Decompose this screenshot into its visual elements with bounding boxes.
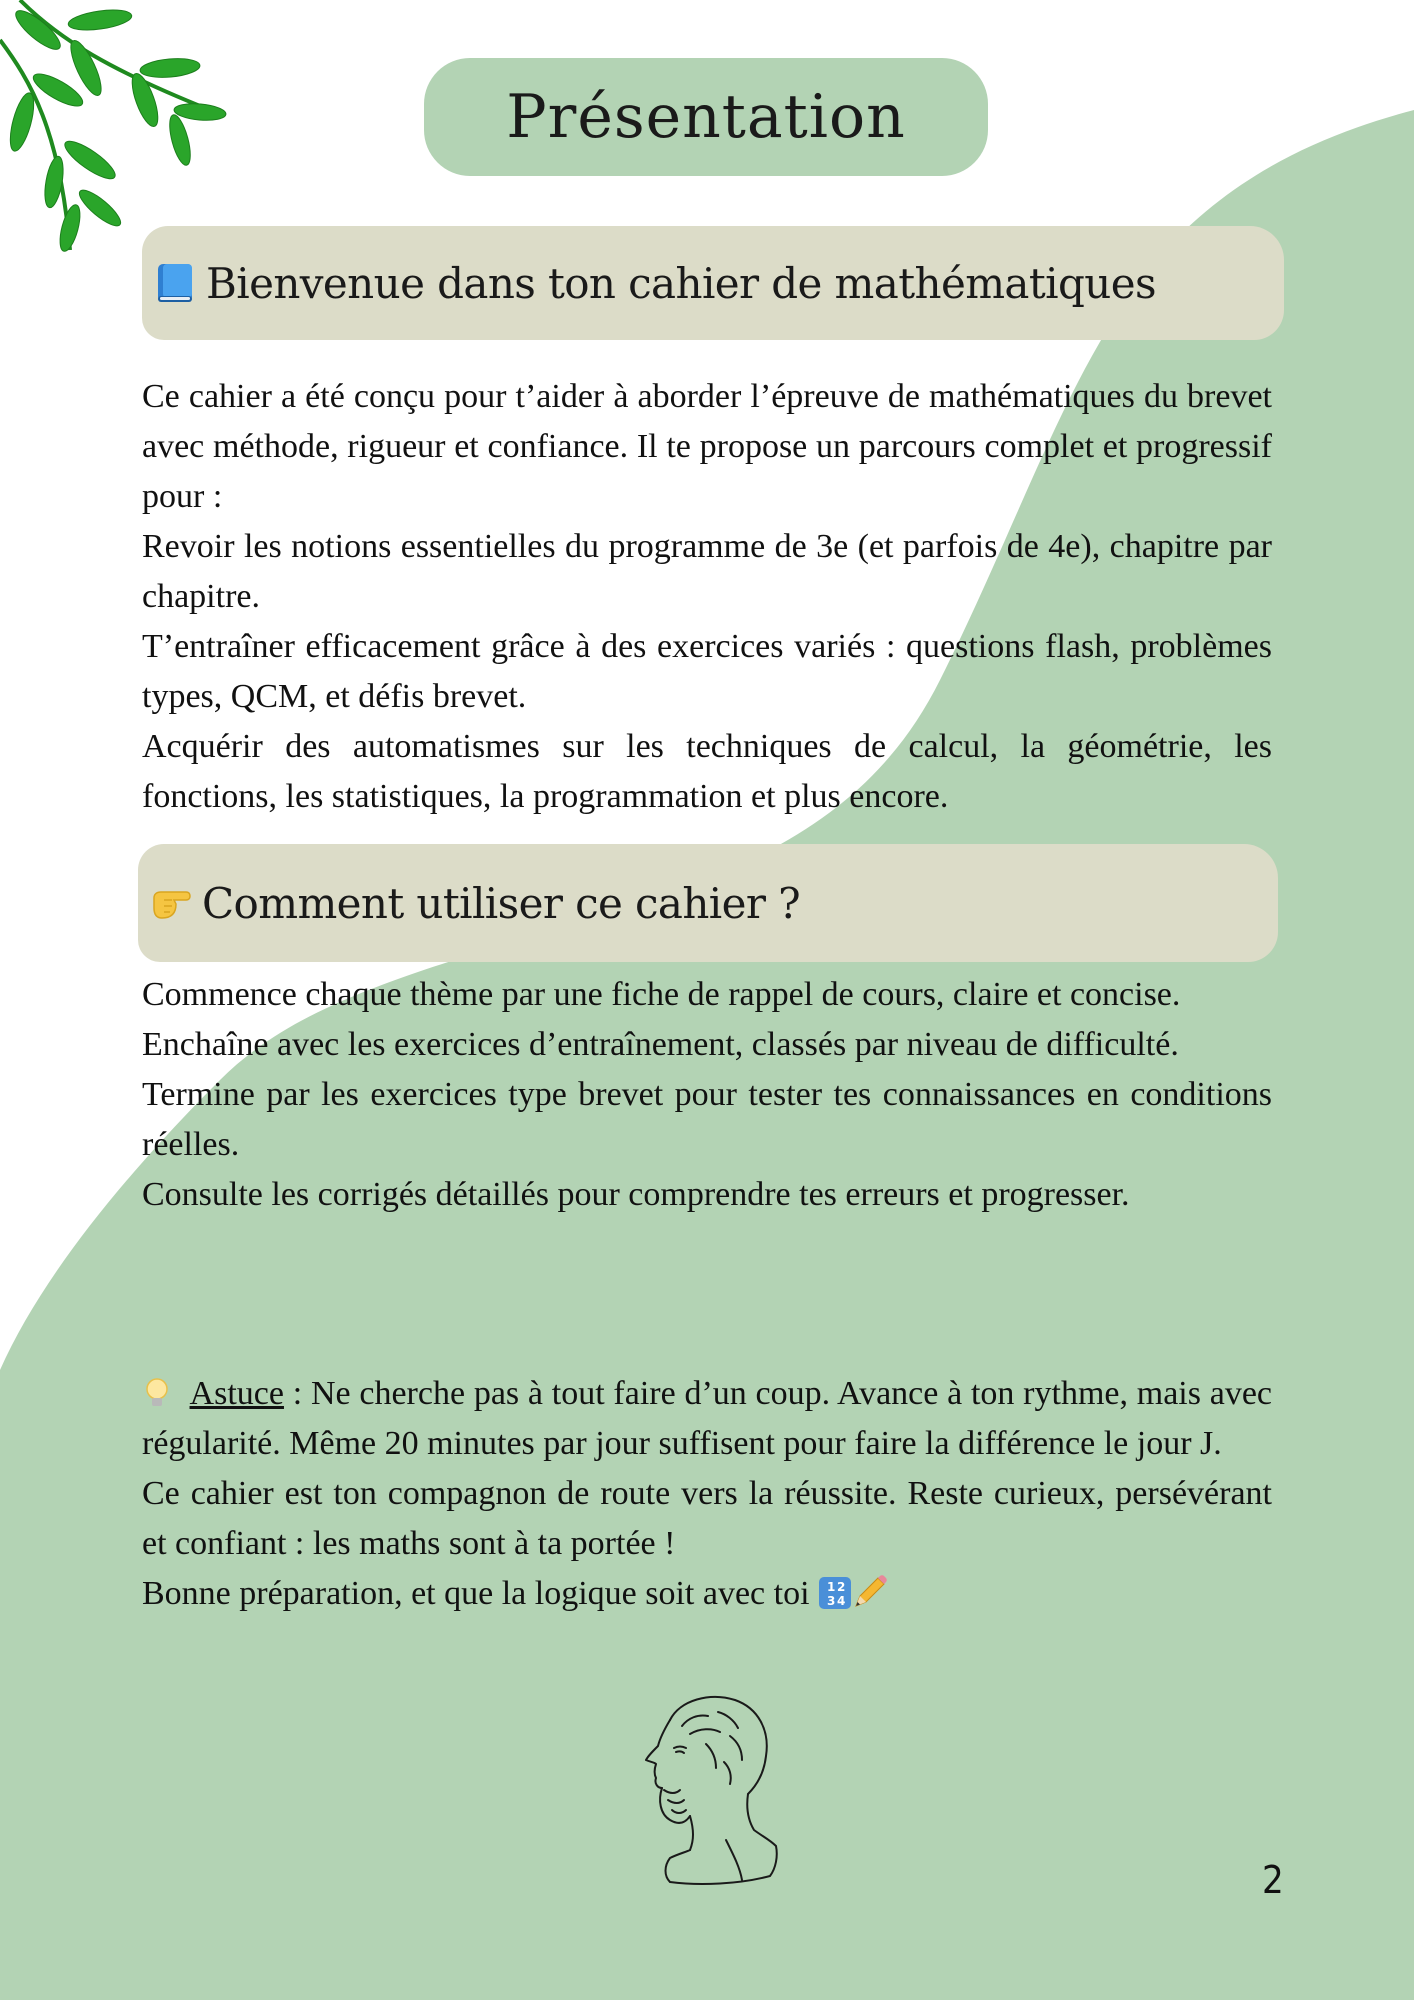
pencil-icon <box>852 1574 888 1610</box>
tip-label: Astuce <box>189 1375 284 1412</box>
svg-text:2: 2 <box>837 1580 846 1594</box>
closing-text: Bonne préparation, et que la logique soit avec toi <box>142 1575 810 1612</box>
tip-text: : Ne cherche pas à tout faire d’un coup. Avance à ton rythme, mais avec régularité. Même 20 minutes par jour suffisent pour faire la différence le jour J. <box>142 1375 1273 1462</box>
section-heading-welcome: Bienvenue dans ton cahier de mathématiques <box>206 258 1156 308</box>
pointing-hand-icon <box>150 882 192 924</box>
intro-text-block <box>142 372 1272 822</box>
closing-line-final <box>142 1569 1272 1619</box>
intro-paragraph: T’entraîner efficacement grâce à des exercices variés : questions flash, problèmes types, QCM, et défis brevet. <box>142 628 1272 715</box>
philosopher-bust-illustration <box>630 1690 780 1886</box>
svg-text:4: 4 <box>837 1594 846 1608</box>
page-title: Présentation <box>506 82 906 152</box>
tip-paragraph <box>142 1369 1272 1469</box>
intro-paragraph: Revoir les notions essentielles du programme de 3e (et parfois de 4e), chapitre par chapitre. <box>142 528 1272 615</box>
svg-text:3: 3 <box>827 1594 836 1608</box>
title-pill <box>424 58 988 176</box>
usage-paragraph: Enchaîne avec les exercices d’entraînement, classés par niveau de difficulté. <box>142 1026 1179 1063</box>
intro-paragraph: Ce cahier a été conçu pour t’aider à aborder l’épreuve de mathématiques du brevet avec méthode, rigueur et confiance. Il te propose un parcours complet et progressif pour : <box>142 378 1272 515</box>
tip-and-closing-block <box>142 1369 1272 1619</box>
usage-paragraph: Consulte les corrigés détaillés pour comprendre tes erreurs et progresser. <box>142 1176 1130 1213</box>
svg-text:1: 1 <box>827 1580 836 1594</box>
usage-paragraph: Termine par les exercices type brevet pour tester tes connaissances en conditions réelles. <box>142 1076 1272 1163</box>
1234-keycap-icon <box>818 1576 852 1610</box>
usage-paragraph: Commence chaque thème par une fiche de rappel de cours, claire et concise. <box>142 976 1181 1013</box>
blue-book-icon <box>154 262 196 304</box>
leaves-decoration <box>0 0 230 260</box>
section-heading-banner-welcome <box>142 226 1284 340</box>
usage-text-block <box>142 970 1272 1220</box>
page-number: 2 <box>1262 1858 1284 1902</box>
section-heading-usage: Comment utiliser ce cahier ? <box>202 878 801 928</box>
intro-paragraph: Acquérir des automatismes sur les techniques de calcul, la géométrie, les fonctions, les statistiques, la programmation et plus encore. <box>142 728 1272 815</box>
section-heading-banner-usage <box>138 844 1278 962</box>
closing-line: Ce cahier est ton compagnon de route vers la réussite. Reste curieux, persévérant et confiant : les maths sont à ta portée ! <box>142 1475 1272 1562</box>
light-bulb-icon <box>142 1376 172 1410</box>
